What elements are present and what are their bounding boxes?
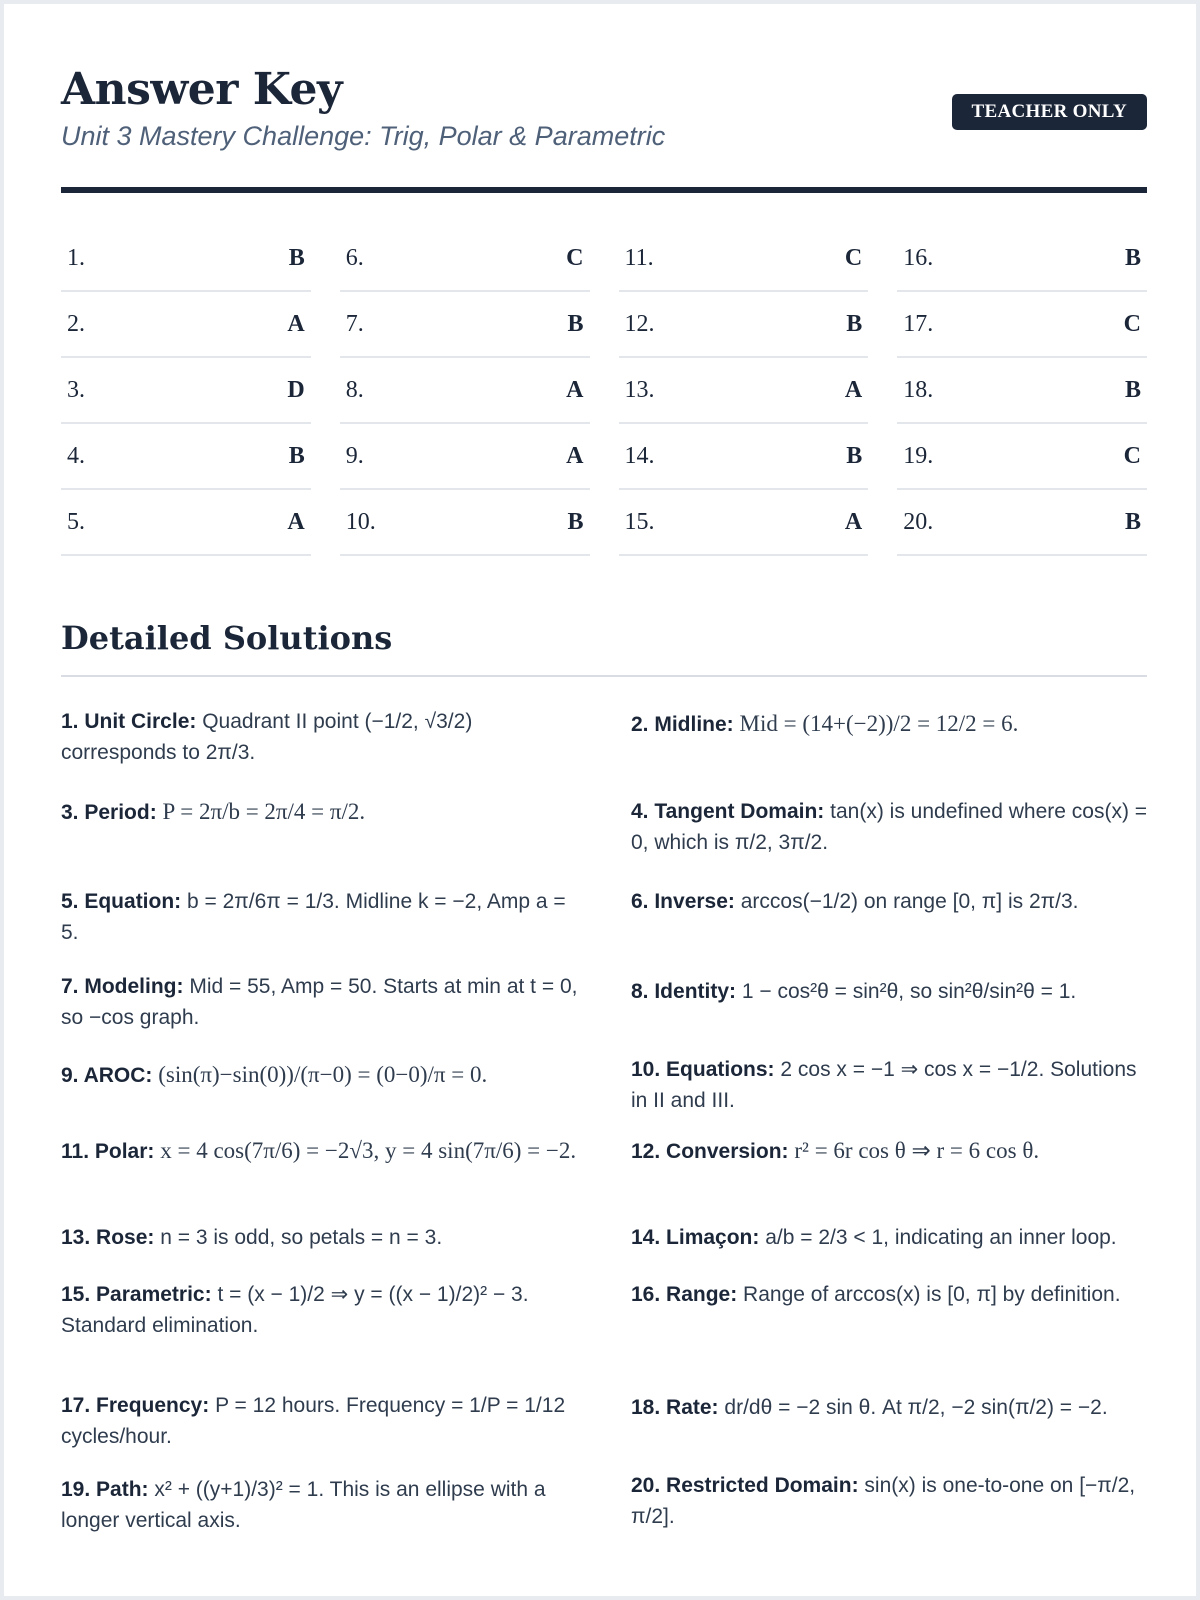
answer-letter: C [844, 244, 863, 271]
answer-letter: C [566, 244, 584, 271]
solution-18 [631, 1392, 1151, 1423]
solution-8 [631, 976, 1151, 1007]
answer-letter: B [288, 442, 305, 469]
solution-text: Range of arccos(x) is [0, π] by definition. [743, 1283, 1121, 1306]
solution-label: 1. Unit Circle: [61, 710, 197, 733]
key-cell [61, 358, 311, 424]
teacher-only-badge: TEACHER ONLY [952, 94, 1147, 130]
header [61, 62, 1147, 151]
solution-label: 8. Identity: [631, 980, 737, 1003]
key-cell [340, 226, 590, 292]
solution-label: 6. Inverse: [631, 890, 735, 913]
solution-text: n = 3 is odd, so petals = n = 3. [160, 1226, 443, 1249]
solution-text: a/b = 2/3 < 1, indicating an inner loop. [765, 1226, 1117, 1249]
solution-14 [631, 1222, 1151, 1253]
solution-label: 14. Limaçon: [631, 1226, 760, 1249]
answer-letter: B [846, 442, 863, 469]
question-number: 17. [903, 310, 934, 337]
solution-label: 12. Conversion: [631, 1140, 789, 1163]
solution-label: 17. Frequency: [61, 1394, 210, 1417]
answer-letter: A [844, 376, 863, 403]
solution-1 [61, 706, 581, 768]
section-title: Detailed Solutions [61, 619, 393, 657]
solution-2 [631, 708, 1151, 740]
solution-text: P = 12 hours. Frequency = 1/P = 1/12 cycles/hour. [61, 1394, 566, 1448]
page-subtitle: Unit 3 Mastery Challenge: Trig, Polar & Parametric [61, 121, 666, 151]
solution-text: x = 4 cos(7π/6) = −2√3, y = 4 sin(7π/6) = −2. [160, 1138, 577, 1163]
solution-text: dr/dθ = −2 sin θ. At π/2, −2 sin(π/2) = −2. [724, 1396, 1108, 1419]
question-number: 18. [903, 376, 934, 403]
solution-label: 4. Tangent Domain: [631, 800, 825, 823]
question-number: 5. [67, 508, 85, 535]
solution-10 [631, 1054, 1151, 1116]
question-number: 16. [903, 244, 934, 271]
answer-letter: B [1124, 376, 1141, 403]
solution-text: Quadrant II point (−1/2, √3/2) corresponds to 2π/3. [61, 710, 473, 764]
solution-label: 2. Midline: [631, 713, 734, 736]
question-number: 20. [903, 508, 934, 535]
key-cell [619, 358, 869, 424]
key-cell [61, 292, 311, 358]
solution-label: 3. Period: [61, 801, 157, 824]
answer-letter: A [287, 310, 305, 337]
solution-text: 1 − cos²θ = sin²θ, so sin²θ/sin²θ = 1. [741, 980, 1077, 1003]
key-cell [897, 292, 1147, 358]
solution-text: 2 cos x = −1 ⇒ cos x = −1/2. Solutions in II and III. [631, 1058, 1137, 1112]
solution-text: sin(x) is one-to-one on [−π/2, π/2]. [631, 1474, 1136, 1528]
solution-label: 15. Parametric: [61, 1283, 212, 1306]
solution-label: 7. Modeling: [61, 975, 184, 998]
answer-letter: B [567, 508, 584, 535]
solution-text: t = (x − 1)/2 ⇒ y = ((x − 1)/2)² − 3. Standard elimination. [61, 1283, 529, 1337]
solution-19 [61, 1474, 581, 1536]
question-number: 9. [345, 442, 364, 469]
question-number: 7. [345, 310, 364, 337]
question-number: 13. [624, 376, 655, 403]
answer-letter: B [846, 310, 863, 337]
solution-6 [631, 886, 1151, 917]
key-cell [619, 292, 869, 358]
solution-label: 18. Rate: [631, 1396, 719, 1419]
answer-letter: D [287, 376, 305, 403]
solution-text: r² = 6r cos θ ⇒ r = 6 cos θ. [794, 1138, 1040, 1163]
solution-text: P = 2π/b = 2π/4 = π/2. [162, 799, 366, 824]
answer-letter: B [288, 244, 305, 271]
solution-text: x² + ((y+1)/3)² = 1. This is an ellipse with a longer vertical axis. [61, 1478, 546, 1532]
key-cell [897, 226, 1147, 292]
key-cell [340, 424, 590, 490]
question-number: 14. [624, 442, 655, 469]
key-cell [340, 358, 590, 424]
answer-letter: A [566, 442, 584, 469]
key-cell [340, 490, 590, 556]
solution-text: tan(x) is undefined where cos(x) = 0, which is π/2, 3π/2. [631, 800, 1148, 854]
solution-label: 19. Path: [61, 1478, 149, 1501]
solution-text: b = 2π/6π = 1/3. Midline k = −2, Amp a = 5. [61, 890, 566, 944]
answer-letter: C [1123, 442, 1141, 469]
section-divider [61, 675, 1147, 677]
question-number: 1. [67, 244, 85, 271]
key-cell [61, 424, 311, 490]
solution-12 [631, 1135, 1151, 1167]
solution-20 [631, 1470, 1151, 1532]
question-number: 11. [624, 244, 654, 271]
solution-text: (sin(π)−sin(0))/(π−0) = (0−0)/π = 0. [158, 1062, 488, 1087]
question-number: 15. [624, 508, 655, 535]
question-number: 12. [624, 310, 655, 337]
solution-label: 5. Equation: [61, 890, 182, 913]
key-cell [619, 490, 869, 556]
answer-letter: A [844, 508, 863, 535]
answer-key-grid [61, 226, 1147, 556]
key-cell [897, 490, 1147, 556]
solution-9 [61, 1059, 581, 1091]
solution-16 [631, 1279, 1151, 1310]
solution-3 [61, 796, 581, 828]
question-number: 6. [345, 244, 364, 271]
solution-11 [61, 1135, 581, 1167]
answer-letter: B [1124, 508, 1141, 535]
question-number: 8. [345, 376, 364, 403]
key-cell [897, 358, 1147, 424]
question-number: 10. [345, 508, 376, 535]
key-cell [619, 226, 869, 292]
solution-5 [61, 886, 581, 948]
answer-letter: B [1124, 244, 1141, 271]
question-number: 2. [67, 310, 85, 337]
key-cell [340, 292, 590, 358]
solution-label: 13. Rose: [61, 1226, 155, 1249]
solution-label: 20. Restricted Domain: [631, 1474, 859, 1497]
answer-letter: B [567, 310, 584, 337]
solution-4 [631, 796, 1151, 858]
solution-15 [61, 1279, 581, 1341]
solution-7 [61, 971, 581, 1033]
solution-label: 16. Range: [631, 1283, 738, 1306]
solution-label: 11. Polar: [61, 1140, 155, 1163]
key-cell [897, 424, 1147, 490]
answer-letter: A [566, 376, 584, 403]
key-cell [619, 424, 869, 490]
solution-label: 10. Equations: [631, 1058, 775, 1081]
solution-text: Mid = (14+(−2))/2 = 12/2 = 6. [739, 711, 1019, 736]
solution-text: arccos(−1/2) on range [0, π] is 2π/3. [740, 890, 1079, 913]
answer-key-page [4, 4, 1196, 1596]
header-divider [61, 187, 1147, 193]
answer-letter: A [287, 508, 305, 535]
solution-label: 9. AROC: [61, 1064, 153, 1087]
solution-13 [61, 1222, 581, 1253]
question-number: 4. [67, 442, 85, 469]
page-title: Answer Key [61, 64, 343, 115]
key-cell [61, 226, 311, 292]
key-cell [61, 490, 311, 556]
solution-text: Mid = 55, Amp = 50. Starts at min at t = 0, so −cos graph. [61, 975, 578, 1029]
question-number: 19. [903, 442, 934, 469]
solution-17 [61, 1390, 581, 1452]
answer-letter: C [1123, 310, 1141, 337]
question-number: 3. [67, 376, 85, 403]
